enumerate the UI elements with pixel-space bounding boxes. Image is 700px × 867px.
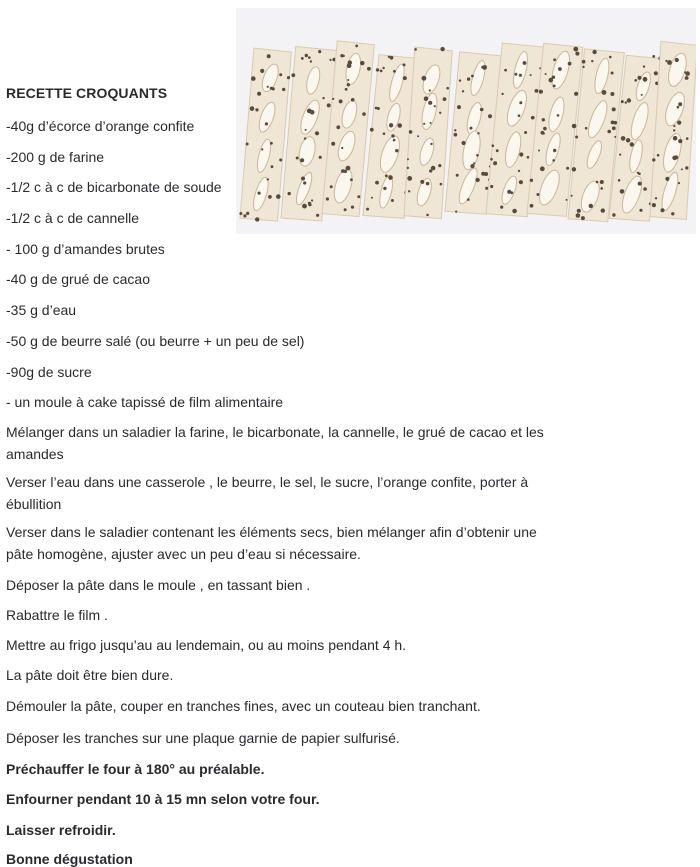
seed-speck (685, 76, 689, 80)
seed-speck (684, 71, 686, 73)
ingredient-item: -40 g de grué de cacao (6, 271, 150, 287)
seed-speck (535, 89, 539, 93)
seed-speck (582, 60, 586, 64)
seed-speck (681, 168, 683, 170)
seed-speck (423, 123, 425, 125)
seed-speck (456, 174, 459, 177)
seed-speck (408, 190, 410, 192)
seed-speck (310, 60, 312, 62)
seed-speck (592, 50, 596, 54)
seed-speck (407, 167, 409, 169)
seed-speck (621, 100, 624, 103)
seed-speck (346, 166, 351, 171)
seed-speck (467, 198, 470, 201)
seed-speck (634, 79, 637, 82)
seed-speck (430, 122, 432, 124)
seed-speck (585, 127, 588, 130)
seed-speck (291, 73, 295, 77)
seed-speck (553, 58, 556, 61)
seed-speck (566, 167, 569, 170)
seed-speck (362, 112, 366, 116)
seed-speck (609, 56, 612, 59)
seed-speck (591, 60, 593, 62)
seed-speck (530, 74, 532, 76)
seed-speck (607, 130, 611, 134)
seed-speck (351, 206, 354, 209)
step-bold: Enfourner pendant 10 à 15 mn selon votre four. (6, 791, 320, 807)
seed-speck (351, 98, 355, 102)
seed-speck (675, 58, 679, 62)
seed-speck (426, 214, 429, 217)
seed-speck (496, 149, 499, 152)
seed-speck (389, 123, 393, 127)
seed-speck (270, 142, 273, 145)
seed-speck (665, 177, 669, 181)
seed-speck (403, 63, 406, 66)
seed-speck (477, 132, 479, 134)
seed-speck (553, 85, 556, 88)
seed-speck (407, 158, 409, 160)
seed-speck (637, 172, 639, 174)
ingredient-item: -200 g de farine (6, 149, 105, 165)
seed-speck (267, 54, 271, 58)
seed-speck (455, 211, 457, 213)
seed-speck (287, 76, 290, 79)
seed-speck (307, 109, 312, 114)
seed-speck (655, 197, 657, 199)
seed-speck (552, 159, 555, 162)
seed-speck (315, 131, 319, 135)
seed-speck (303, 181, 306, 184)
ingredient-item: -1/2 c à c de bicarbonate de soude (6, 179, 222, 195)
seed-speck (300, 158, 304, 162)
seed-speck (250, 106, 255, 111)
seed-speck (388, 56, 390, 58)
seed-speck (407, 176, 412, 181)
seed-speck (377, 107, 380, 110)
seed-speck (440, 183, 443, 186)
seed-speck (327, 103, 331, 107)
seed-speck (492, 144, 495, 147)
seed-speck (512, 209, 517, 214)
seed-speck (257, 92, 261, 96)
seed-speck (639, 209, 642, 212)
seed-speck (641, 94, 643, 96)
seed-speck (581, 216, 585, 220)
seed-speck (391, 134, 394, 137)
seed-speck (515, 73, 518, 76)
seed-speck (493, 161, 497, 165)
seed-speck (473, 162, 475, 164)
seed-speck (251, 76, 256, 81)
seed-speck (301, 57, 304, 60)
seed-speck (305, 129, 307, 131)
seed-speck (484, 172, 488, 176)
seed-speck (501, 93, 503, 95)
seed-speck (543, 127, 547, 131)
seed-speck (480, 108, 484, 112)
seed-speck (596, 181, 599, 184)
seed-speck (519, 101, 522, 104)
seed-speck (438, 164, 441, 167)
seed-speck (459, 79, 461, 81)
seed-speck (610, 92, 614, 96)
ingredient-item: -1/2 c à c de cannelle (6, 210, 140, 226)
step-line: La pâte doit être bien dure. (6, 667, 174, 683)
seed-speck (575, 52, 579, 56)
seed-speck (618, 179, 621, 182)
seed-speck (355, 45, 358, 48)
seed-speck (296, 157, 299, 160)
seed-speck (612, 126, 616, 130)
seed-speck (614, 136, 616, 138)
seed-speck (574, 92, 578, 96)
seed-speck (665, 60, 667, 62)
seed-speck (414, 48, 417, 51)
seed-speck (391, 199, 394, 202)
seed-speck (620, 189, 625, 194)
step-paragraph: Verser l’eau dans une casserole , le beurre, le sel, le sucre, l’orange confite, porter à ébullition (6, 474, 529, 512)
seed-speck (614, 121, 618, 125)
seed-speck (279, 159, 282, 162)
step-bold: Laisser refroidir. (6, 822, 116, 838)
seed-speck (576, 213, 581, 218)
seed-speck (572, 124, 577, 129)
seed-speck (258, 192, 261, 195)
seed-speck (519, 180, 523, 184)
seed-speck (686, 137, 689, 140)
seed-speck (331, 142, 335, 146)
seed-speck (343, 55, 345, 57)
seed-speck (475, 178, 479, 182)
seed-speck (282, 88, 285, 91)
seed-speck (500, 206, 503, 209)
seed-speck (246, 143, 249, 146)
seed-speck (612, 213, 615, 216)
seed-speck (261, 148, 263, 150)
seed-speck (409, 130, 413, 134)
seed-speck (395, 149, 398, 152)
seed-speck (471, 75, 474, 78)
seed-speck (382, 67, 384, 69)
seed-speck (557, 114, 560, 117)
seed-speck (440, 47, 444, 51)
seed-speck (519, 152, 523, 156)
seed-speck (367, 67, 371, 71)
seed-speck (571, 195, 573, 197)
seed-speck (326, 197, 329, 200)
seed-speck (417, 135, 419, 137)
seed-speck (339, 99, 343, 103)
seed-speck (462, 141, 466, 145)
seed-speck (350, 178, 353, 181)
seed-speck (558, 67, 562, 71)
seed-speck (470, 164, 474, 168)
step-line: Rabattre le film . (6, 607, 108, 623)
seed-speck (527, 156, 530, 159)
seed-speck (627, 98, 631, 102)
seed-speck (600, 180, 604, 184)
seed-speck (376, 68, 379, 71)
seed-speck (677, 121, 681, 125)
seed-speck (566, 199, 568, 201)
seed-speck (482, 65, 487, 70)
seed-speck (488, 114, 492, 118)
seed-speck (288, 192, 291, 195)
step-line: Déposer la pâte dans le moule , en tassant bien . (6, 577, 311, 593)
seed-speck (390, 56, 394, 60)
seed-speck (542, 118, 545, 121)
seed-speck (530, 179, 533, 182)
seed-speck (611, 72, 614, 75)
seed-speck (336, 125, 340, 129)
seed-speck (630, 142, 634, 146)
seed-speck (518, 114, 521, 117)
seed-speck (267, 86, 269, 88)
seed-speck (366, 208, 369, 211)
seed-speck (380, 70, 383, 73)
seed-speck (552, 76, 555, 79)
seed-speck (577, 209, 581, 213)
seed-speck (429, 89, 431, 91)
seed-speck (685, 166, 688, 169)
seed-speck (568, 62, 572, 66)
seed-speck (311, 199, 313, 201)
seed-speck (246, 212, 249, 215)
seed-speck (678, 102, 682, 106)
seed-speck (347, 63, 352, 68)
seed-speck (643, 77, 648, 82)
seed-speck (357, 195, 360, 198)
seed-speck (661, 208, 665, 212)
seed-speck (523, 61, 527, 65)
seed-speck (602, 90, 607, 95)
seed-speck (671, 212, 674, 215)
seed-speck (476, 154, 479, 157)
seed-speck (673, 125, 675, 127)
seed-speck (271, 165, 274, 168)
seed-speck (316, 214, 319, 217)
seed-speck (375, 181, 379, 185)
seed-speck (304, 137, 306, 139)
seed-speck (424, 96, 429, 101)
seed-speck (383, 187, 386, 190)
seed-speck (454, 133, 458, 137)
seed-speck (434, 105, 436, 107)
seed-speck (260, 69, 264, 73)
seed-speck (330, 185, 333, 188)
seed-speck (637, 76, 641, 80)
seed-speck (383, 132, 386, 135)
seed-speck (524, 131, 527, 134)
seed-speck (426, 182, 430, 186)
seed-speck (612, 107, 616, 111)
seed-speck (600, 187, 603, 190)
seed-speck (430, 143, 432, 145)
seed-speck (457, 105, 461, 109)
seed-speck (332, 98, 334, 100)
seed-speck (625, 101, 627, 103)
seed-speck (470, 127, 473, 130)
seed-speck (541, 131, 545, 135)
seed-speck (539, 90, 543, 94)
seed-speck (431, 166, 436, 171)
seed-speck (467, 77, 470, 80)
seed-speck (462, 90, 464, 92)
seed-speck (672, 156, 677, 161)
seed-speck (422, 76, 427, 81)
seed-speck (268, 195, 272, 199)
recipe-title: RECETTE CROQUANTS (6, 85, 168, 101)
ingredient-item: - un moule à cake tapissé de film alimentaire (6, 394, 284, 410)
seed-speck (341, 147, 343, 149)
croquants-photo-drawing (236, 8, 696, 234)
seed-speck (638, 182, 642, 186)
seed-speck (677, 106, 680, 109)
seed-speck (626, 138, 630, 142)
seed-speck (601, 208, 605, 212)
seed-speck (530, 204, 534, 208)
seed-speck (308, 203, 311, 206)
seed-speck (371, 197, 373, 199)
step-paragraph: Verser dans le saladier contenant les éléments secs, bien mélanger afin d’obtenir une pâte homogène, ajuster avec un peu d’eau si nécessaire. (6, 524, 537, 562)
seed-speck (329, 59, 331, 61)
ingredient-item: -90g de sucre (6, 364, 92, 380)
step-bold: Préchauffer le four à 180° au préalable. (6, 761, 265, 777)
ingredient-item: - 100 g d’amandes brutes (6, 241, 165, 257)
seed-speck (265, 122, 268, 125)
seed-speck (652, 55, 655, 58)
seed-speck (279, 73, 282, 76)
seed-speck (301, 177, 305, 181)
seed-speck (572, 167, 576, 171)
seed-speck (420, 180, 424, 184)
seed-speck (322, 97, 324, 99)
step-line: Démouler la pâte, couper en tranches fines, avec un couteau bien tranchant. (6, 698, 481, 714)
seed-speck (545, 73, 547, 75)
seed-speck (454, 129, 456, 131)
seed-speck (255, 217, 259, 221)
seed-speck (575, 136, 578, 139)
seed-speck (654, 71, 658, 75)
step-line: Déposer les tranches sur une plaque garnie de papier sulfurisé. (6, 730, 400, 746)
seed-speck (403, 76, 407, 80)
seed-speck (518, 170, 520, 172)
seed-speck (582, 66, 584, 68)
seed-speck (678, 182, 680, 184)
seed-speck (428, 101, 432, 105)
seed-speck (255, 108, 258, 111)
seed-speck (573, 47, 578, 52)
seed-speck (276, 194, 281, 199)
seed-speck (643, 187, 647, 191)
seed-speck (239, 212, 242, 215)
seed-speck (507, 190, 511, 194)
seed-speck (439, 112, 441, 114)
seed-speck (302, 204, 307, 209)
seed-speck (393, 139, 396, 142)
ingredient-item: -40g d’écorce d’orange confite (6, 118, 195, 134)
seed-speck (553, 149, 556, 152)
seed-speck (308, 56, 311, 59)
step-line: Mettre au frigo jusqu’au au lendemain, ou au moins pendant 4 h. (6, 637, 407, 653)
seed-speck (621, 136, 626, 141)
seed-speck (393, 70, 396, 73)
seed-speck (446, 87, 449, 90)
seed-speck (673, 129, 675, 131)
ingredient-item: -50 g de beurre salé (ou beurre + un peu de sel) (6, 333, 305, 349)
seed-speck (619, 154, 621, 156)
seed-speck (536, 193, 539, 196)
step-paragraph: Mélanger dans un saladier la farine, le bicarbonate, la cannelle, le grué de cacao et les amandes (6, 424, 544, 462)
seed-speck (540, 166, 545, 171)
seed-speck (678, 139, 682, 143)
seed-speck (305, 54, 308, 57)
seed-speck (318, 50, 321, 53)
seed-speck (243, 214, 246, 217)
seed-speck (652, 203, 656, 207)
seed-speck (667, 60, 672, 65)
croquants-photo (236, 8, 696, 234)
seed-speck (538, 150, 540, 152)
seed-speck (657, 154, 660, 157)
seed-speck (370, 128, 374, 132)
seed-speck (388, 175, 393, 180)
seed-speck (490, 185, 493, 188)
seed-speck (344, 170, 347, 173)
seed-speck (347, 79, 349, 81)
seed-speck (385, 174, 388, 177)
closing-line: Bonne dégustation (6, 851, 133, 867)
seed-speck (272, 87, 275, 90)
seed-speck (347, 83, 350, 86)
seed-speck (673, 136, 678, 141)
ingredient-item: -35 g d’eau (6, 302, 77, 318)
seed-speck (643, 65, 645, 67)
seed-speck (360, 61, 364, 65)
seed-speck (344, 208, 347, 211)
seed-speck (490, 158, 493, 161)
seed-speck (443, 97, 447, 101)
seed-speck (345, 88, 348, 91)
seed-speck (589, 204, 593, 208)
seed-speck (267, 178, 269, 180)
seed-speck (397, 123, 402, 128)
seed-speck (319, 156, 322, 159)
seed-speck (519, 74, 522, 77)
seed-speck (504, 69, 507, 72)
seed-speck (532, 116, 534, 118)
seed-speck (652, 158, 655, 161)
